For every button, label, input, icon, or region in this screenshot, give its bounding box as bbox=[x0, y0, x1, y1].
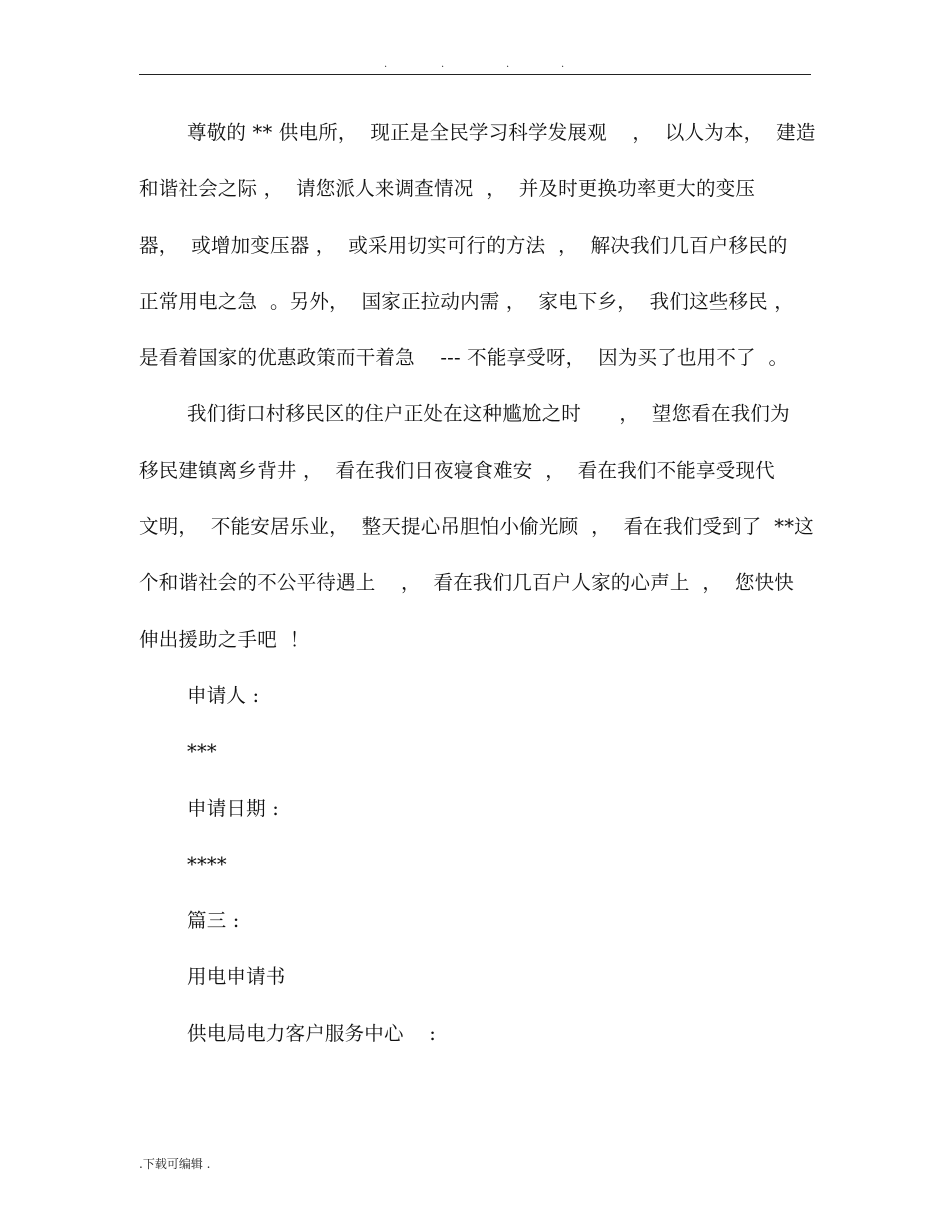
page-header-dots bbox=[384, 58, 584, 72]
applicant-label: 申请人 : bbox=[187, 683, 260, 707]
paragraph-line: 移民建镇离乡背井 ， 看在我们日夜寝食难安 ， 看在我们不能享受现代 bbox=[139, 458, 775, 482]
paragraph-line: 和谐社会之际 ， 请您派人来调查情况 ， 并及时更换功率更大的变压 bbox=[139, 177, 756, 201]
paragraph-line: 尊敬的 ** 供电所， 现正是全民学习科学发展观 ， 以人为本， 建造 bbox=[187, 121, 816, 144]
paragraph-line: 文明， 不能安居乐业， 整天提心吊胆怕小偷光顾 ， 看在我们受到了 **这 bbox=[139, 515, 814, 539]
header-divider bbox=[139, 74, 811, 75]
paragraph-line: 伸出援助之手吧 ！ bbox=[139, 627, 310, 651]
paragraph-line: 正常用电之急 。另外， 国家正拉动内需 ， 家电下乡， 我们这些移民 ， bbox=[139, 289, 794, 313]
application-date-label: 申请日期 : bbox=[187, 796, 279, 820]
footer-note: .下载可编辑 . bbox=[139, 1157, 211, 1171]
header-dot: . bbox=[561, 59, 565, 70]
header-dot: . bbox=[441, 59, 445, 70]
addressee-line: 供电局电力客户服务中心 : bbox=[187, 1021, 437, 1045]
header-dot: . bbox=[384, 59, 388, 70]
header-dot: . bbox=[506, 59, 510, 70]
paragraph-line: 是看着国家的优惠政策而干着急 --- 不能享受呀， 因为买了也用不了 。 bbox=[139, 346, 789, 370]
application-date-value: **** bbox=[187, 852, 227, 876]
section-heading: 篇三 : bbox=[187, 909, 240, 933]
applicant-name: *** bbox=[187, 740, 217, 764]
paragraph-line: 个和谐社会的不公平待遇上 ， 看在我们几百户人家的心声上 ， 您快快 bbox=[139, 571, 794, 595]
document-body bbox=[139, 105, 819, 1062]
document-title: 用电申请书 bbox=[187, 965, 286, 989]
paragraph-line: 器， 或增加变压器 ， 或采用切实可行的方法 ， 解决我们几百户移民的 bbox=[139, 233, 788, 257]
paragraph-line: 我们街口村移民区的住户正处在这种尴尬之时 ， 望您看在我们为 bbox=[187, 402, 790, 426]
